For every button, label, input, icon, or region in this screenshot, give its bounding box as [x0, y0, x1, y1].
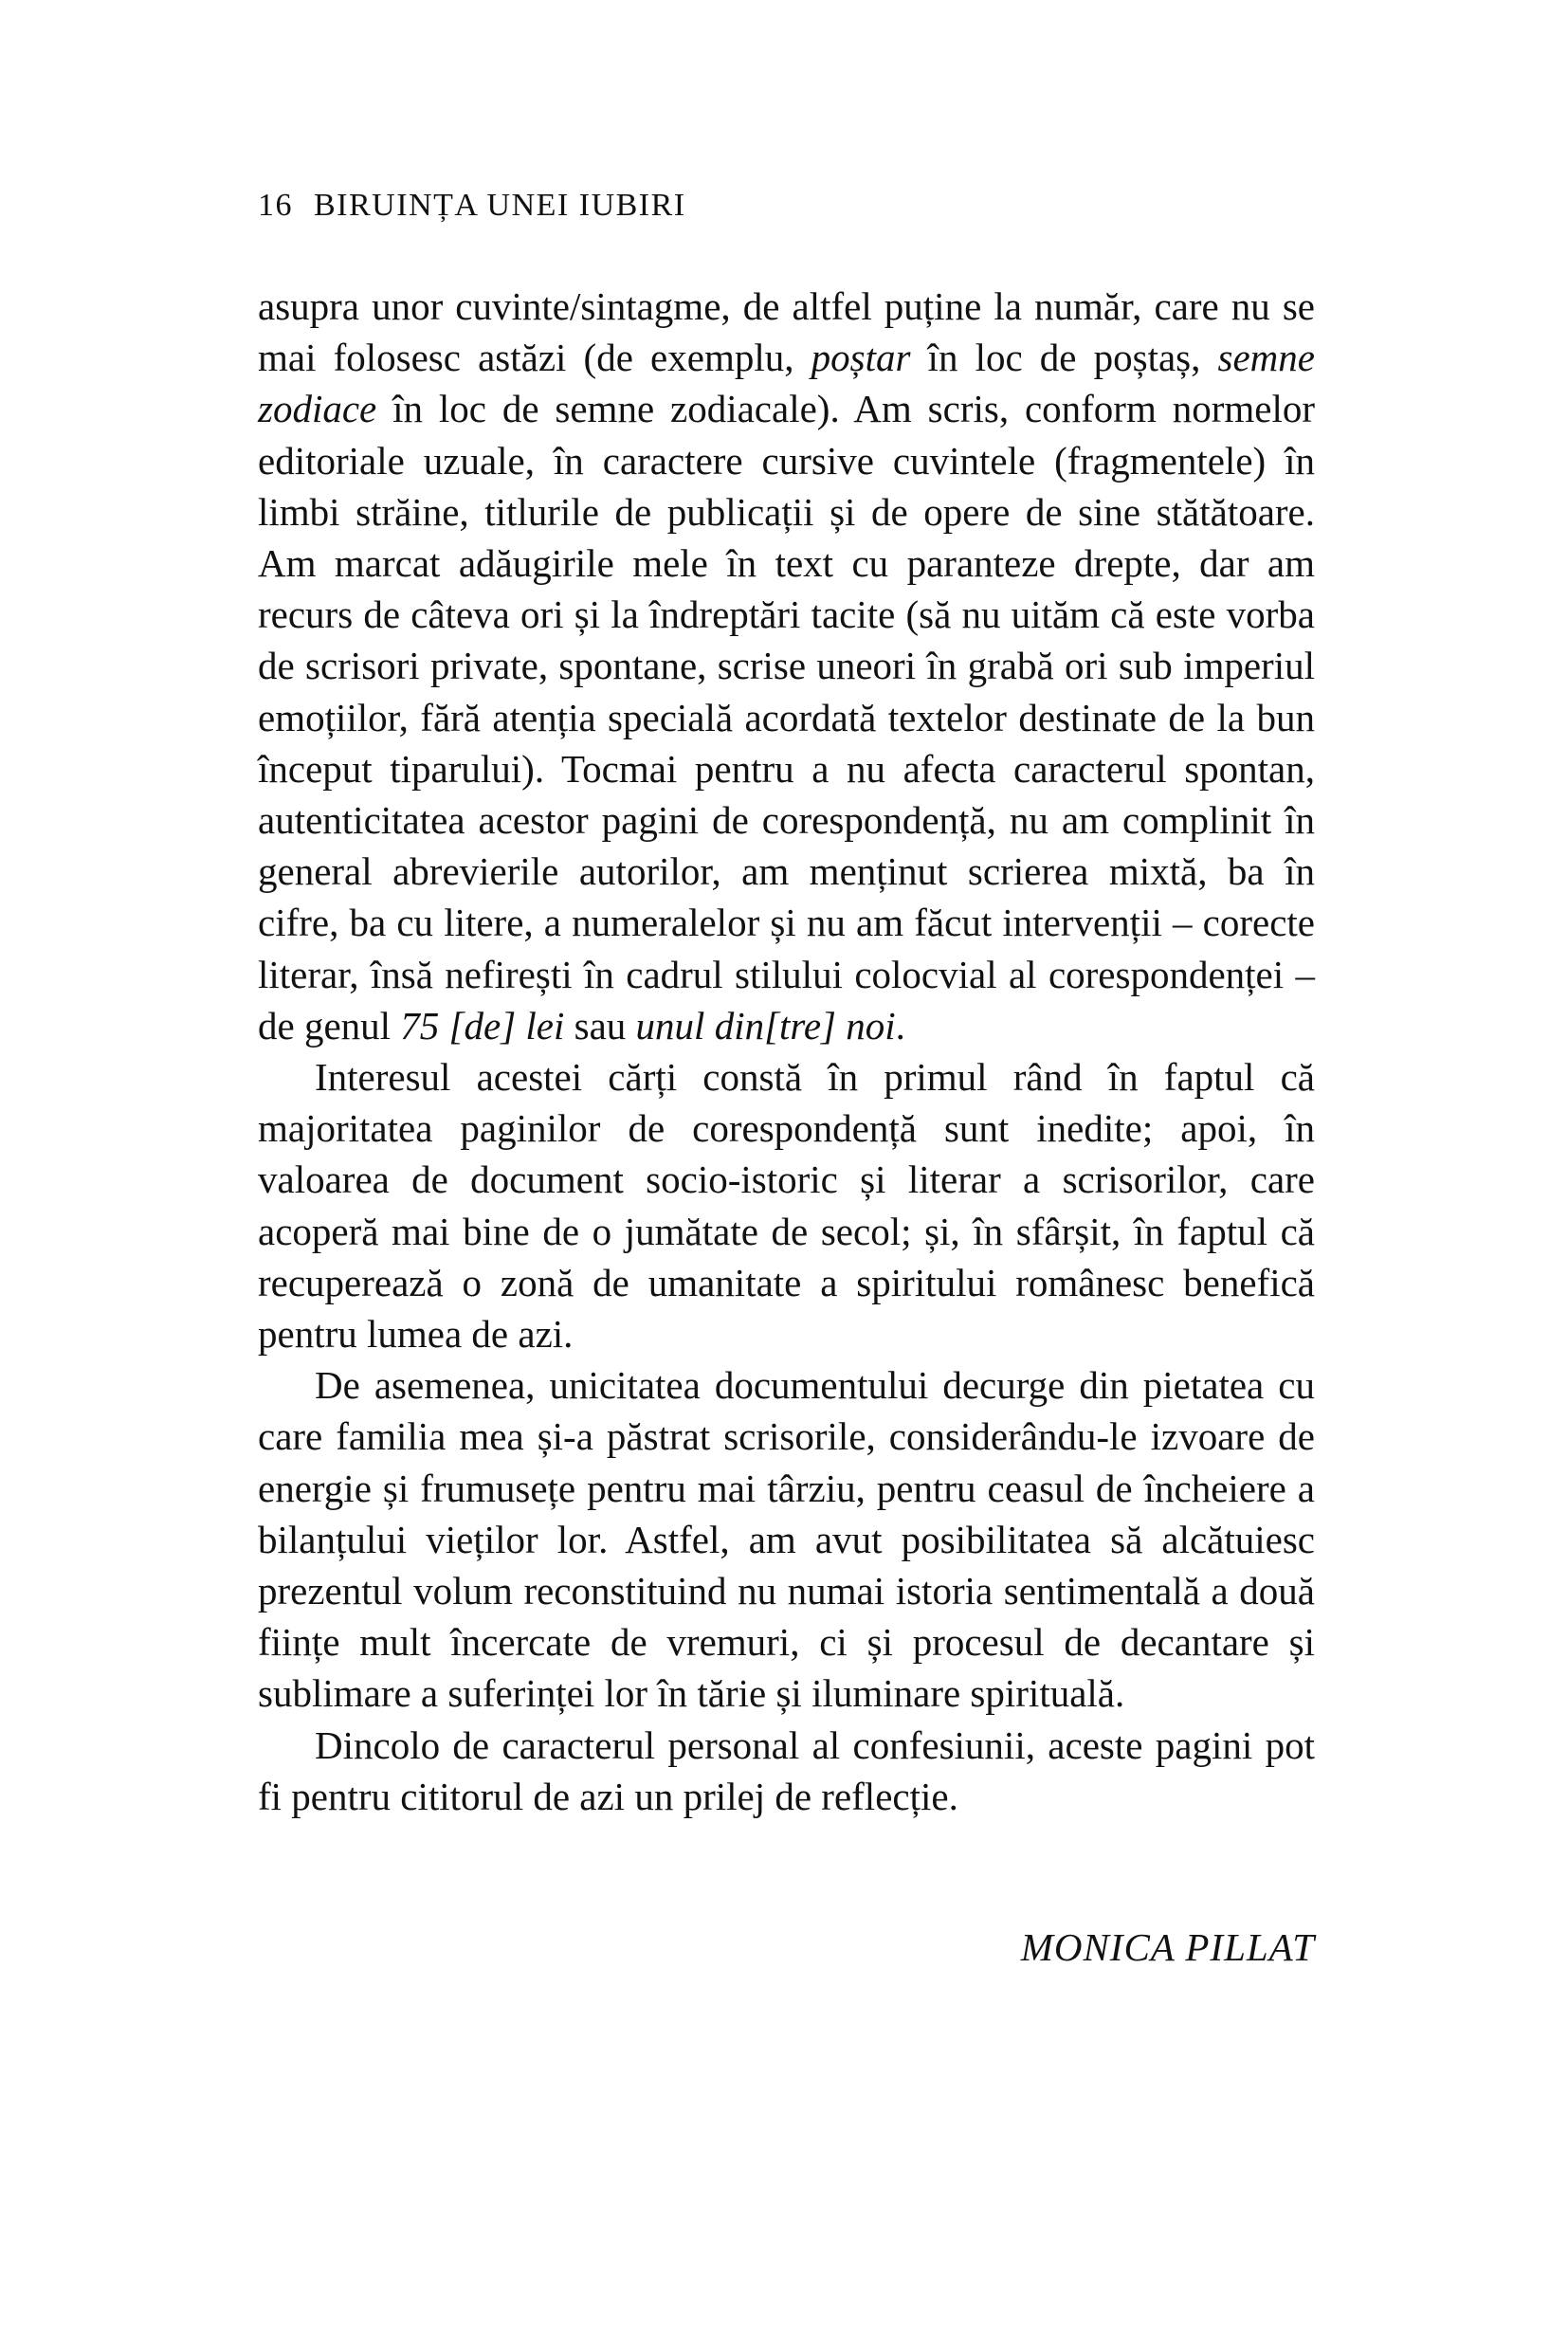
author-signature: MONICA PILLAT	[1020, 1925, 1315, 1969]
text-run: în loc de poștaș,	[910, 336, 1218, 380]
text-run: în loc de semne zodiacale). Am scris, conform normelor editoriale uzuale, în caractere cursive cuvintele (fragmentele) în limbi străine, titlurile de publicații și de opere de sine stătătoare. Am marcat adăugirile mele în text cu paranteze drepte, dar am recurs de câteva ori și la îndreptări tacite (să nu uităm că este vorba de scrisori private, spontane, scrise uneori în grabă ori sub imperiul emoțiilor, fără atenția specială acordată textelor destinate de la bun început tiparului). Tocmai pentru a nu afecta caracterul spontan, autenticitatea acestor pagini de corespondență, nu am complinit în general abrevierile autorilor, am menținut scrierea mixtă, ba în cifre, ba cu litere, a numeralelor și nu am făcut intervenții – corecte literar, însă nefirești în cadrul stilului colocvial al corespondenței – de genul	[258, 387, 1315, 1048]
italic-text: semne zodiace	[258, 336, 1315, 431]
italic-text: poștar	[811, 336, 911, 380]
text-run: Dincolo de caracterul personal al confesiunii, aceste pagini pot fi pentru cititorul de azi un prilej de reflecție.	[258, 1722, 1315, 1818]
paragraph	[258, 1359, 1315, 1719]
italic-text: 75 [de] lei	[400, 1003, 565, 1048]
text-run: .	[895, 1003, 905, 1048]
body-text	[258, 281, 1315, 1822]
running-header	[258, 190, 686, 222]
text-run: asupra unor cuvinte/sintagme, de altfel puține la număr, care nu se mai folosesc astăzi (de exemplu,	[258, 284, 1315, 380]
running-title: BIRUINȚA UNEI IUBIRI	[314, 188, 686, 223]
text-run: sau	[564, 1003, 636, 1048]
paragraph	[258, 281, 1315, 1051]
paragraph	[258, 1720, 1315, 1822]
text-run: Interesul acestei cărți constă în primul rând în faptul că majoritatea paginilor de corespondență sunt inedite; apoi, în valoarea de document socio-istoric și literar a scrisorilor, care acoperă mai bine de o jumătate de secol; și, în sfârșit, în faptul că recuperează o zonă de umanitate a spiritului românesc benefică pentru lumea de azi.	[258, 1055, 1315, 1357]
text-run: De asemenea, unicitatea documentului decurge din pietatea cu care familia mea și-a păstrat scrisorile, considerându-le izvoare de energie și frumusețe pentru mai târziu, pentru ceasul de încheiere a bilanțului vieților lor. Astfel, am avut posibilitatea să alcătuiesc prezentul volum reconstituind nu numai istoria sentimentală a două ființe mult încercate de vremuri, ci și procesul de decantare și sublimare a suferinței lor în tărie și iluminare spirituală.	[258, 1363, 1315, 1716]
page-number: 16	[258, 188, 293, 223]
italic-text: unul din[tre] noi	[635, 1003, 896, 1048]
paragraph	[258, 1051, 1315, 1359]
